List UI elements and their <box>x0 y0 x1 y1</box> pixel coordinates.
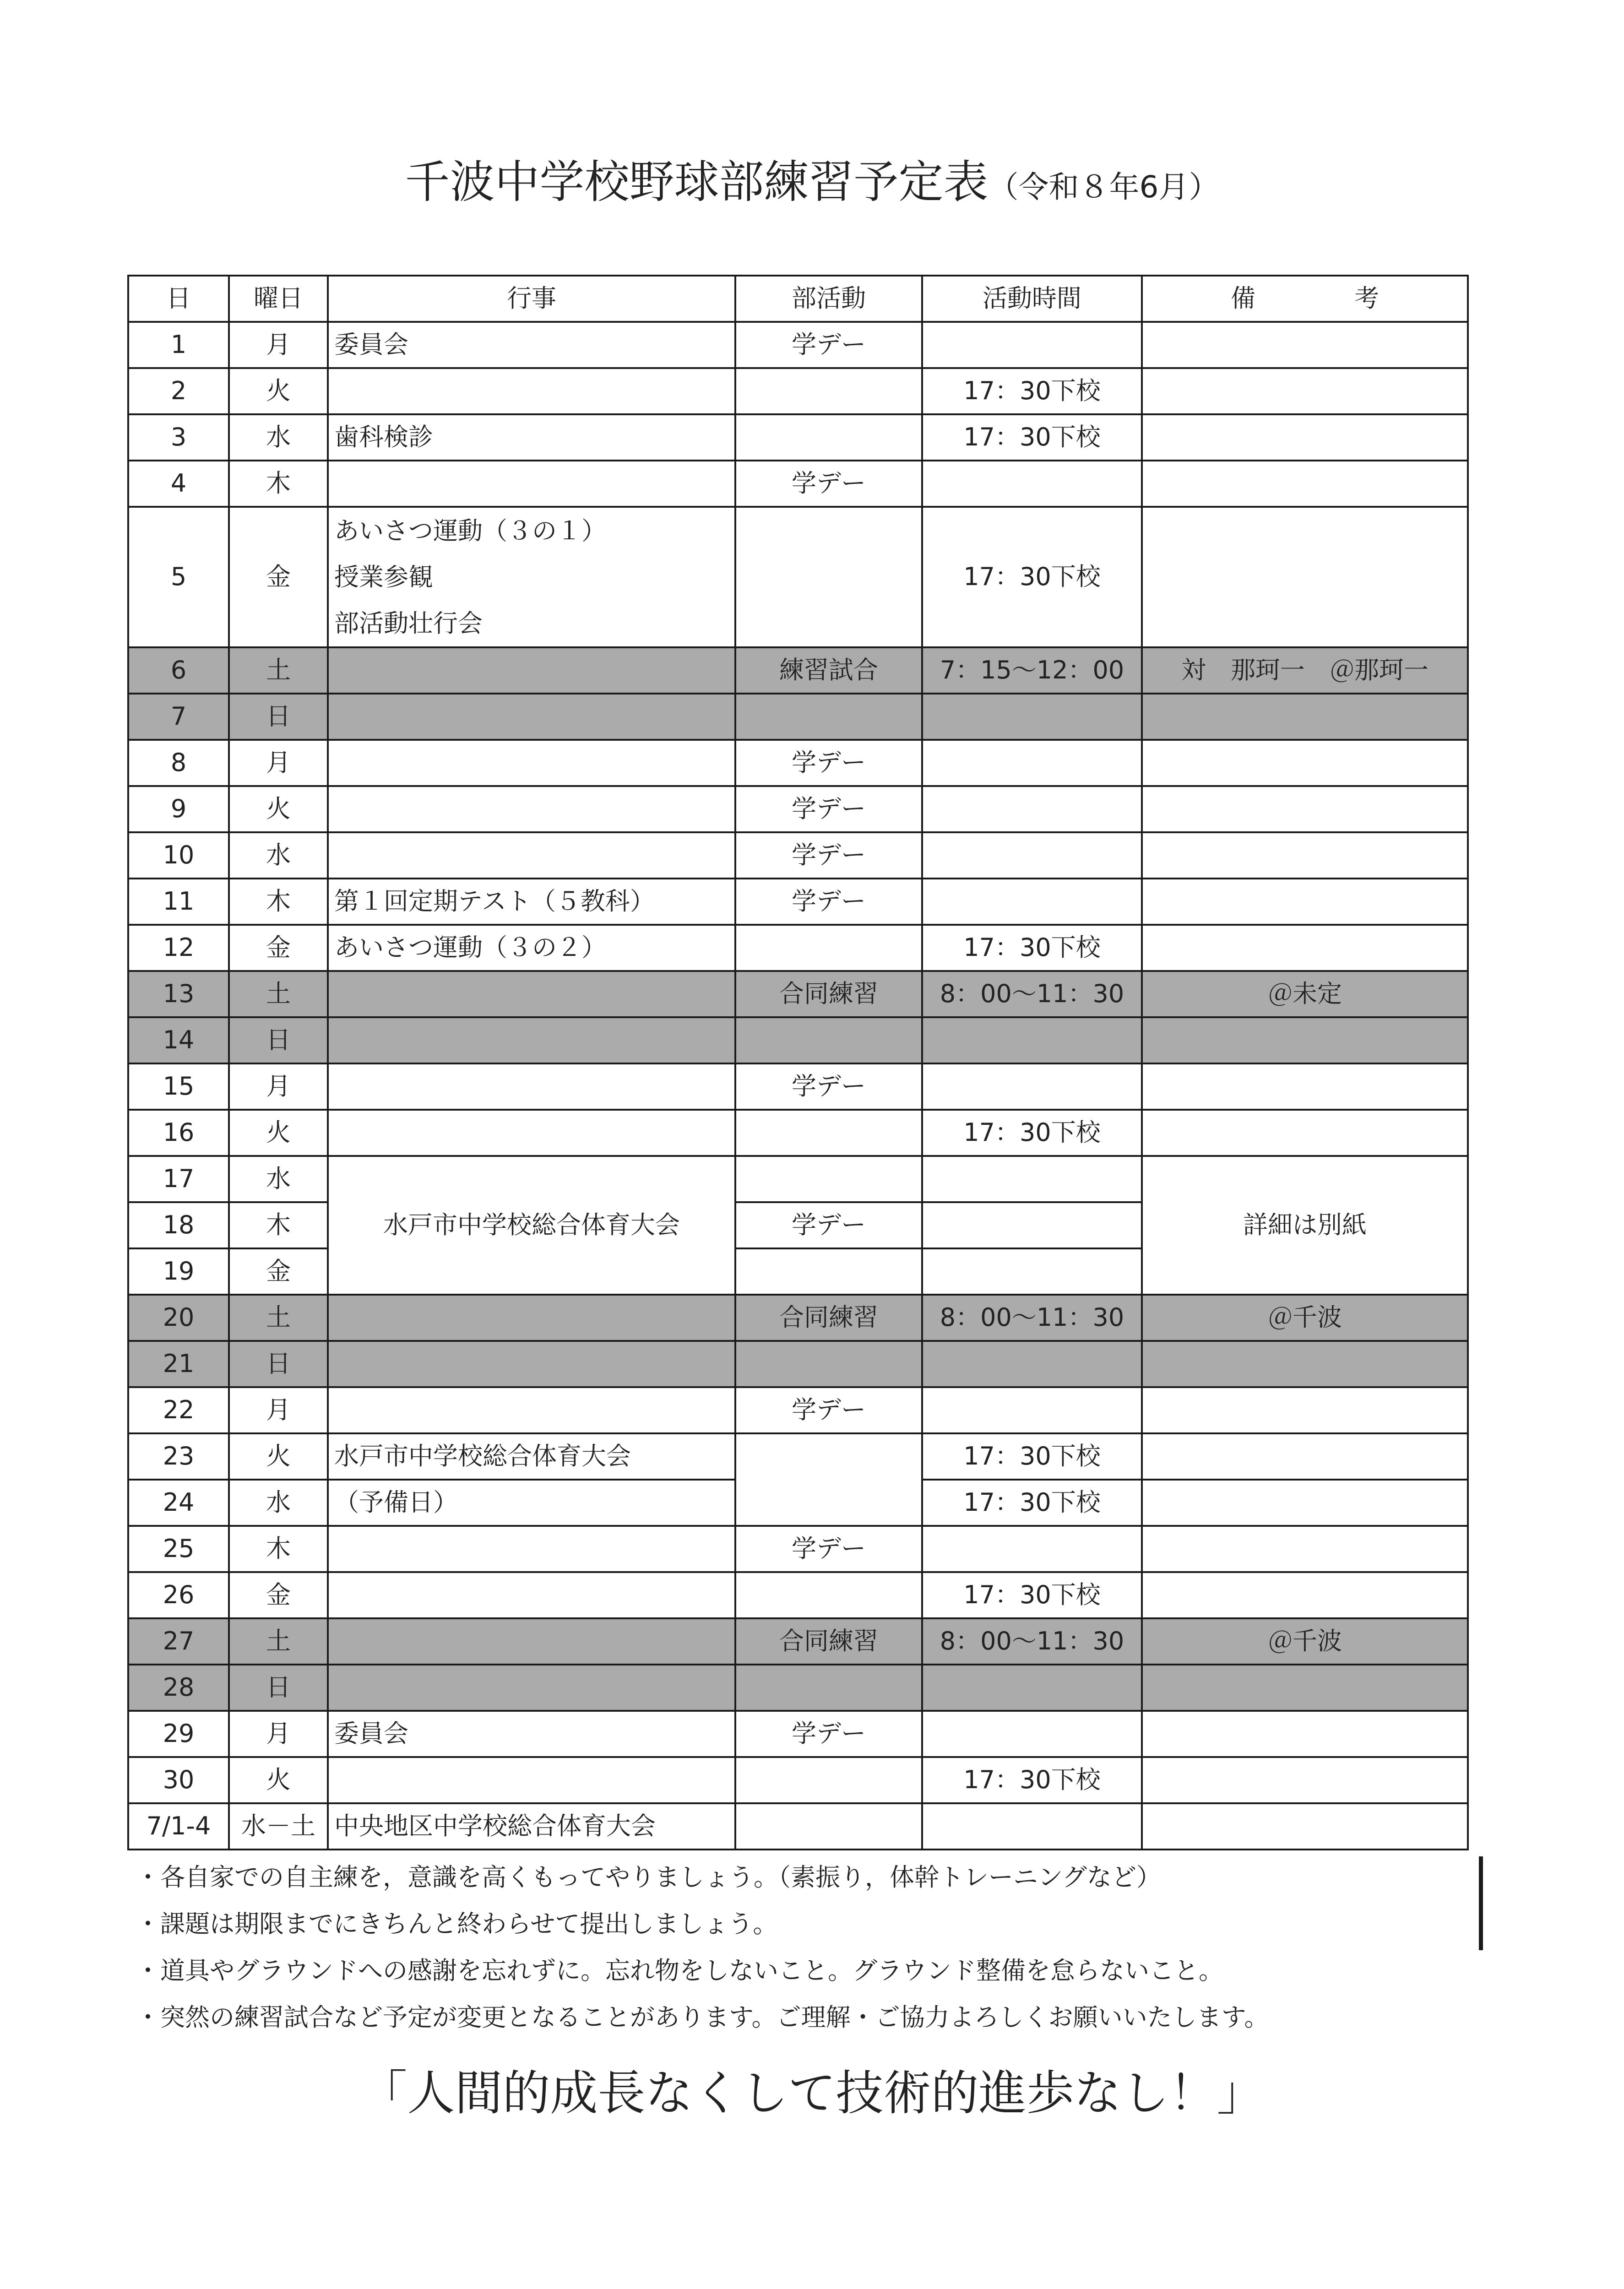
cell-club-merged <box>735 1433 922 1526</box>
note-item: ・道具やグラウンドへの感謝を忘れずに。忘れ物をしないこと。グラウンド整備を怠らないこと。 <box>136 1956 1223 1985</box>
cell-time <box>922 694 1142 740</box>
cell-weekday: 水 <box>229 1480 328 1526</box>
cell-event <box>328 1618 735 1665</box>
cell-day: 1 <box>128 322 229 368</box>
cell-event: 歯科検診 <box>328 414 735 461</box>
notes-section <box>136 1854 1269 2041</box>
cell-day: 15 <box>128 1063 229 1110</box>
cell-time: 8：00～11：30 <box>922 971 1142 1017</box>
cell-day: 4 <box>128 461 229 507</box>
cell-weekday: 日 <box>229 1341 328 1387</box>
cell-club <box>735 1017 922 1063</box>
table-row <box>128 1433 1468 1480</box>
cell-day: 5 <box>128 507 229 647</box>
cell-club: 学デー <box>735 322 922 368</box>
cell-club <box>735 1156 922 1202</box>
cell-time <box>922 322 1142 368</box>
header-time: 活動時間 <box>922 276 1142 322</box>
cell-time <box>922 1156 1142 1202</box>
cell-remarks <box>1142 1526 1468 1572</box>
cell-weekday: 水－土 <box>229 1803 328 1850</box>
cell-weekday: 火 <box>229 368 328 414</box>
cell-club <box>735 507 922 647</box>
cell-time: 17：30下校 <box>922 1757 1142 1803</box>
cell-event <box>328 694 735 740</box>
cell-remarks <box>1142 1711 1468 1757</box>
cell-time <box>922 1526 1142 1572</box>
table-row <box>128 925 1468 971</box>
cell-club: 学デー <box>735 1387 922 1433</box>
cell-remarks <box>1142 1341 1468 1387</box>
cell-time: 17：30下校 <box>922 1433 1142 1480</box>
cell-day: 17 <box>128 1156 229 1202</box>
cell-club: 学デー <box>735 1711 922 1757</box>
cell-club: 学デー <box>735 1526 922 1572</box>
cell-time <box>922 1387 1142 1433</box>
cell-remarks <box>1142 925 1468 971</box>
cell-weekday: 月 <box>229 1711 328 1757</box>
cell-club <box>735 1665 922 1711</box>
table-row <box>128 1618 1468 1665</box>
cell-event: 第１回定期テスト（５教科） <box>328 879 735 925</box>
table-row <box>128 879 1468 925</box>
cell-event <box>328 832 735 879</box>
vertical-bar-mark <box>1479 1856 1483 1950</box>
cell-event <box>328 1295 735 1341</box>
cell-club: 学デー <box>735 461 922 507</box>
page-title <box>0 156 1624 210</box>
cell-club: 学デー <box>735 786 922 832</box>
cell-club <box>735 925 922 971</box>
cell-weekday: 火 <box>229 1110 328 1156</box>
cell-time <box>922 1711 1142 1757</box>
cell-weekday: 金 <box>229 1248 328 1295</box>
cell-event <box>328 971 735 1017</box>
cell-day: 29 <box>128 1711 229 1757</box>
cell-club: 練習試合 <box>735 647 922 694</box>
cell-event <box>328 1572 735 1618</box>
cell-day: 3 <box>128 414 229 461</box>
cell-time <box>922 832 1142 879</box>
cell-time: 17：30下校 <box>922 507 1142 647</box>
title-subtitle: （令和８年6月） <box>988 169 1219 205</box>
table-row <box>128 1665 1468 1711</box>
cell-club: 合同練習 <box>735 971 922 1017</box>
cell-weekday: 日 <box>229 1665 328 1711</box>
cell-weekday: 火 <box>229 1757 328 1803</box>
cell-remarks <box>1142 740 1468 786</box>
cell-remarks <box>1142 368 1468 414</box>
cell-event <box>328 1341 735 1387</box>
event-line: 授業参観 <box>334 563 433 591</box>
cell-event <box>328 1526 735 1572</box>
cell-club <box>735 1757 922 1803</box>
cell-time <box>922 1341 1142 1387</box>
table-row <box>128 1757 1468 1803</box>
cell-club: 学デー <box>735 740 922 786</box>
cell-time: 17：30下校 <box>922 1572 1142 1618</box>
table-row <box>128 1110 1468 1156</box>
cell-day: 9 <box>128 786 229 832</box>
cell-event: 水戸市中学校総合体育大会 <box>328 1433 735 1480</box>
cell-weekday: 金 <box>229 1572 328 1618</box>
cell-weekday: 木 <box>229 461 328 507</box>
cell-weekday: 木 <box>229 879 328 925</box>
cell-remarks: 対 那珂一 ＠那珂一 <box>1142 647 1468 694</box>
cell-weekday: 土 <box>229 1295 328 1341</box>
cell-weekday: 水 <box>229 1156 328 1202</box>
cell-remarks <box>1142 1110 1468 1156</box>
cell-remarks <box>1142 786 1468 832</box>
header-remarks: 備 考 <box>1142 276 1468 322</box>
cell-day: 2 <box>128 368 229 414</box>
cell-event: あいさつ運動（３の２） <box>328 925 735 971</box>
cell-day: 13 <box>128 971 229 1017</box>
table-row <box>128 740 1468 786</box>
cell-day: 7 <box>128 694 229 740</box>
cell-weekday: 木 <box>229 1202 328 1248</box>
table-row <box>128 832 1468 879</box>
cell-remarks <box>1142 1063 1468 1110</box>
cell-weekday: 土 <box>229 1618 328 1665</box>
table-row <box>128 786 1468 832</box>
cell-day: 24 <box>128 1480 229 1526</box>
cell-remarks-merged: 詳細は別紙 <box>1142 1156 1468 1295</box>
cell-weekday: 火 <box>229 1433 328 1480</box>
table-row <box>128 322 1468 368</box>
cell-weekday: 火 <box>229 786 328 832</box>
cell-time <box>922 1248 1142 1295</box>
cell-day: 6 <box>128 647 229 694</box>
cell-event <box>328 507 735 647</box>
cell-club <box>735 694 922 740</box>
cell-club <box>735 1248 922 1295</box>
cell-remarks <box>1142 1665 1468 1711</box>
header-weekday: 曜日 <box>229 276 328 322</box>
cell-time <box>922 1017 1142 1063</box>
header-day: 日 <box>128 276 229 322</box>
cell-day: 21 <box>128 1341 229 1387</box>
cell-club: 学デー <box>735 1063 922 1110</box>
schedule-table <box>127 275 1469 1850</box>
table-row <box>128 1387 1468 1433</box>
cell-event <box>328 1110 735 1156</box>
cell-remarks <box>1142 414 1468 461</box>
cell-event <box>328 1757 735 1803</box>
cell-event <box>328 1665 735 1711</box>
cell-day: 22 <box>128 1387 229 1433</box>
cell-event <box>328 647 735 694</box>
cell-time: 17：30下校 <box>922 925 1142 971</box>
cell-time: 17：30下校 <box>922 368 1142 414</box>
cell-remarks: ＠未定 <box>1142 971 1468 1017</box>
cell-event-merged: 水戸市中学校総合体育大会 <box>328 1156 735 1295</box>
cell-club: 合同練習 <box>735 1618 922 1665</box>
cell-event: 中央地区中学校総合体育大会 <box>328 1803 735 1850</box>
cell-remarks <box>1142 1572 1468 1618</box>
cell-weekday: 月 <box>229 740 328 786</box>
table-row <box>128 507 1468 647</box>
cell-time: 7：15～12：00 <box>922 647 1142 694</box>
cell-club <box>735 368 922 414</box>
table-row <box>128 1711 1468 1757</box>
cell-remarks <box>1142 507 1468 647</box>
cell-time <box>922 740 1142 786</box>
cell-weekday: 月 <box>229 322 328 368</box>
cell-time: 17：30下校 <box>922 1480 1142 1526</box>
cell-weekday: 木 <box>229 1526 328 1572</box>
cell-event <box>328 1017 735 1063</box>
table-row <box>128 368 1468 414</box>
cell-remarks <box>1142 1480 1468 1526</box>
cell-day: 8 <box>128 740 229 786</box>
cell-day: 20 <box>128 1295 229 1341</box>
cell-event <box>328 461 735 507</box>
cell-weekday: 金 <box>229 925 328 971</box>
cell-weekday: 水 <box>229 414 328 461</box>
cell-weekday: 土 <box>229 647 328 694</box>
table-row <box>128 1295 1468 1341</box>
cell-club: 学デー <box>735 1202 922 1248</box>
cell-remarks <box>1142 1803 1468 1850</box>
cell-day: 27 <box>128 1618 229 1665</box>
cell-event: 委員会 <box>328 1711 735 1757</box>
table-header-row <box>128 276 1468 322</box>
cell-time: 17：30下校 <box>922 414 1142 461</box>
cell-event: 委員会 <box>328 322 735 368</box>
cell-time <box>922 1202 1142 1248</box>
cell-weekday: 土 <box>229 971 328 1017</box>
table-row <box>128 1063 1468 1110</box>
cell-day: 19 <box>128 1248 229 1295</box>
cell-club <box>735 1572 922 1618</box>
cell-weekday: 金 <box>229 507 328 647</box>
cell-weekday: 月 <box>229 1387 328 1433</box>
cell-day: 11 <box>128 879 229 925</box>
cell-time <box>922 1665 1142 1711</box>
event-line: 部活動壮行会 <box>334 609 483 638</box>
cell-event <box>328 1387 735 1433</box>
cell-day: 10 <box>128 832 229 879</box>
note-item: ・課題は期限までにきちんと終わらせて提出しましょう。 <box>136 1909 778 1938</box>
cell-time <box>922 461 1142 507</box>
cell-club <box>735 414 922 461</box>
cell-event <box>328 368 735 414</box>
cell-remarks <box>1142 322 1468 368</box>
cell-time <box>922 1803 1142 1850</box>
cell-remarks <box>1142 1387 1468 1433</box>
table-row <box>128 1526 1468 1572</box>
cell-club: 合同練習 <box>735 1295 922 1341</box>
cell-time <box>922 879 1142 925</box>
cell-remarks <box>1142 461 1468 507</box>
cell-day: 14 <box>128 1017 229 1063</box>
cell-club <box>735 1110 922 1156</box>
cell-day: 23 <box>128 1433 229 1480</box>
cell-time: 17：30下校 <box>922 1110 1142 1156</box>
header-event: 行事 <box>328 276 735 322</box>
cell-day: 7/1-4 <box>128 1803 229 1850</box>
table-row <box>128 1572 1468 1618</box>
table-row <box>128 647 1468 694</box>
cell-weekday: 日 <box>229 694 328 740</box>
cell-day: 16 <box>128 1110 229 1156</box>
cell-day: 26 <box>128 1572 229 1618</box>
note-item: ・各自家での自主練を，意識を高くもってやりましょう。（素振り，体幹トレーニングなど） <box>136 1863 1161 1892</box>
cell-day: 12 <box>128 925 229 971</box>
table-row <box>128 971 1468 1017</box>
title-main: 千波中学校野球部練習予定表 <box>405 156 989 208</box>
cell-weekday: 日 <box>229 1017 328 1063</box>
note-item: ・突然の練習試合など予定が変更となることがあります。ご理解・ご協力よろしくお願いいたします。 <box>136 2003 1269 2032</box>
cell-club <box>735 1803 922 1850</box>
motto: 「人間的成長なくして技術的進歩なし！」 <box>359 2065 1265 2121</box>
cell-event <box>328 740 735 786</box>
cell-club: 学デー <box>735 832 922 879</box>
cell-weekday: 水 <box>229 832 328 879</box>
table-row <box>128 461 1468 507</box>
cell-time: 8：00～11：30 <box>922 1295 1142 1341</box>
cell-event <box>328 786 735 832</box>
cell-time: 8：00～11：30 <box>922 1618 1142 1665</box>
table-row <box>128 1341 1468 1387</box>
table-row <box>128 1803 1468 1850</box>
cell-day: 25 <box>128 1526 229 1572</box>
cell-weekday: 月 <box>229 1063 328 1110</box>
cell-day: 28 <box>128 1665 229 1711</box>
cell-event: （予備日） <box>328 1480 735 1526</box>
cell-remarks <box>1142 832 1468 879</box>
cell-time <box>922 786 1142 832</box>
cell-time <box>922 1063 1142 1110</box>
event-line: あいさつ運動（３の１） <box>334 516 606 545</box>
cell-remarks: ＠千波 <box>1142 1618 1468 1665</box>
cell-day: 18 <box>128 1202 229 1248</box>
table-row <box>128 414 1468 461</box>
cell-remarks <box>1142 1017 1468 1063</box>
table-row <box>128 1017 1468 1063</box>
cell-day: 30 <box>128 1757 229 1803</box>
cell-remarks: ＠千波 <box>1142 1295 1468 1341</box>
table-row <box>128 1156 1468 1202</box>
header-club: 部活動 <box>735 276 922 322</box>
cell-remarks <box>1142 1433 1468 1480</box>
cell-club: 学デー <box>735 879 922 925</box>
table-row <box>128 694 1468 740</box>
cell-remarks <box>1142 1757 1468 1803</box>
cell-club <box>735 1341 922 1387</box>
cell-remarks <box>1142 879 1468 925</box>
cell-event <box>328 1063 735 1110</box>
cell-remarks <box>1142 694 1468 740</box>
